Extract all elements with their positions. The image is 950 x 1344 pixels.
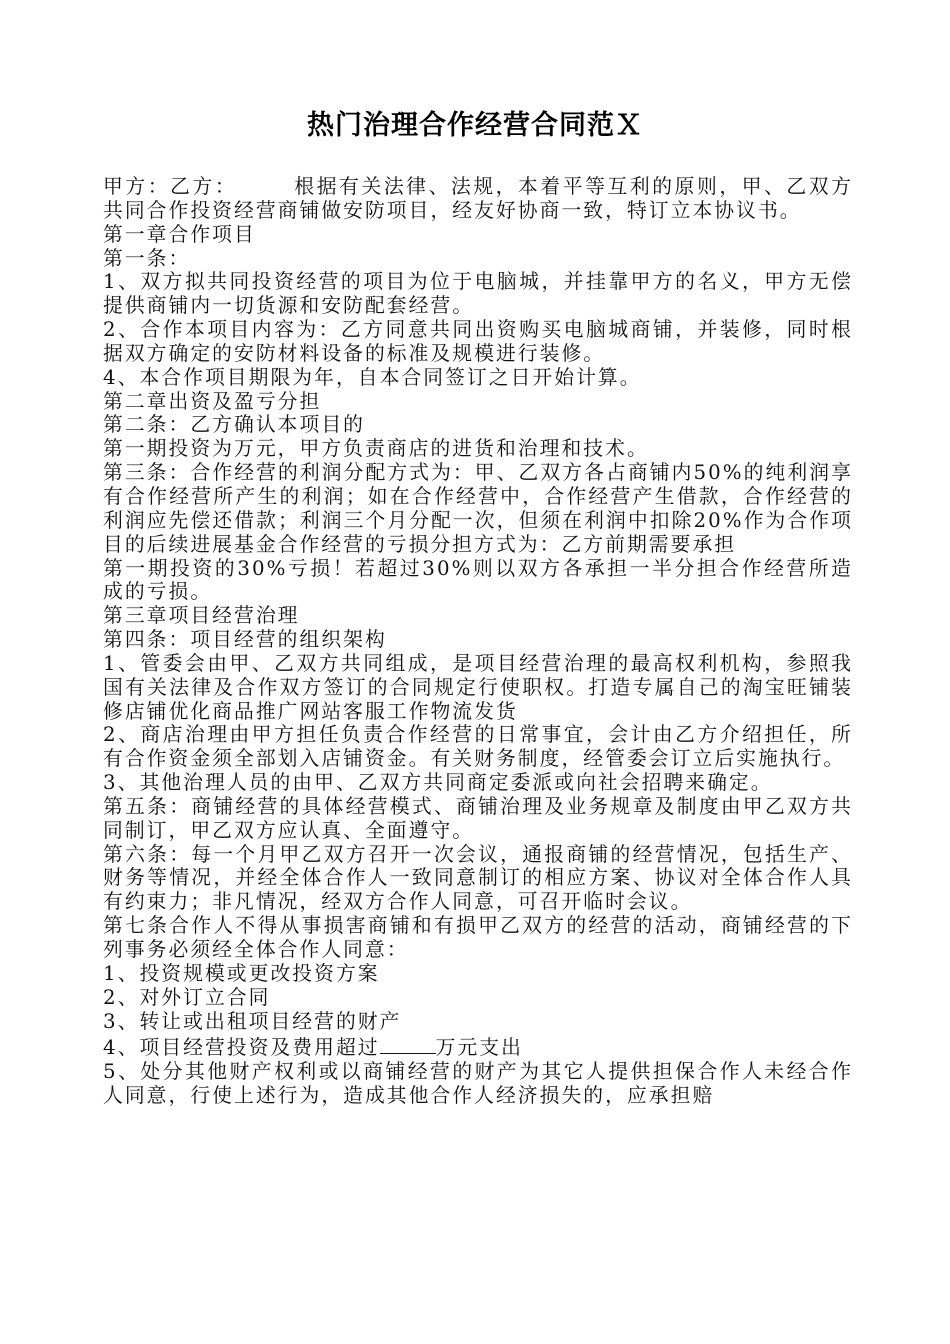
- article-7: 第七条合作人不得从事损害商铺和有损甲乙双方的经营的活动，商铺经营的下列事务必须经全体合作人同意：: [103, 914, 853, 961]
- article-1-heading: 第一条：: [103, 246, 191, 270]
- paragraph-preamble: 甲方：乙方： 根据有关法律、法规，本着平等互利的原则，甲、乙双方共同合作投资经营商铺做安防项目，经友好协商一致，特订立本协议书。: [103, 175, 853, 222]
- page-title: 热门治理合作经营合同范Ｘ: [307, 110, 643, 141]
- list-item-with-blank: [103, 1033, 853, 1060]
- paragraph: 第一期投资的30%亏损！若超过30%则以双方各承担一半分担合作经营所造成的亏损。: [103, 556, 853, 604]
- article-4-heading: 第四条：项目经营的组织架构: [103, 628, 387, 652]
- chapter-1-heading: 第一章合作项目: [103, 222, 256, 246]
- article-2: 第二条：乙方确认本项目的: [103, 413, 365, 437]
- chapter-3-heading: 第三章项目经营治理: [103, 604, 300, 628]
- article-3: 第三条：合作经营的利润分配方式为：甲、乙双方各占商铺内50%的纯利润享有合作经营所产生的利润；如在合作经营中，合作经营产生借款，合作经营的利润应先偿还借款；利润三个月分配一次，但须在利润中扣除20%作为合作项目的后续进展基金合作经营的亏损分担方式为：乙方前期需要承担: [103, 461, 853, 556]
- article-6: 第六条：每一个月甲乙双方召开一次会议，通报商铺的经营情况，包括生产、财务等情况，并经全体合作人一致同意制订的相应方案、协议对全体合作人具有约束力；非凡情况，经双方合作人同意，可召开临时会议。: [103, 842, 853, 914]
- list-item: 3、其他治理人员的由甲、乙双方共同商定委派或向社会招聘来确定。: [103, 771, 773, 795]
- list-item: 1、双方拟共同投资经营的项目为位于电脑城，并挂靠甲方的名义，甲方无偿提供商铺内一切货源和安防配套经营。: [103, 270, 853, 318]
- list-item: 1、投资规模或更改投资方案: [103, 961, 380, 985]
- list-item: 2、商店治理由甲方担任负责合作经营的日常事宜，会计由乙方介绍担任，所有合作资金须全部划入店铺资金。有关财务制度，经管委会订立后实施执行。: [103, 723, 853, 771]
- document-body: [103, 175, 853, 1108]
- list-item-text: 万元支出: [435, 1036, 523, 1060]
- chapter-2-heading: 第二章出资及盈亏分担: [103, 389, 322, 413]
- list-item: 1、管委会由甲、乙双方共同组成，是项目经营治理的最高权利机构，参照我国有关法律及合作双方签订的合同规定行使职权。打造专属自己的淘宝旺铺装修店铺优化商品推广网站客服工作物流发货: [103, 651, 853, 723]
- list-item: 5、处分其他财产权利或以商铺经营的财产为其它人提供担保合作人未经合作人同意，行使上述行为，造成其他合作人经济损失的，应承担赔: [103, 1060, 853, 1107]
- list-item: 4、本合作项目期限为年，自本合同签订之日开始计算。: [103, 365, 642, 389]
- article-5: 第五条：商铺经营的具体经营模式、商铺治理及业务规章及制度由甲乙双方共同制订，甲乙双方应认真、全面遵守。: [103, 794, 853, 842]
- list-item: 3、转让或出租项目经营的财产: [103, 1009, 402, 1033]
- list-item: 2、对外订立合同: [103, 985, 271, 1009]
- list-item: 2、合作本项目内容为：乙方同意共同出资购买电脑城商铺，并装修，同时根据双方确定的安防材料设备的标准及规模进行装修。: [103, 318, 853, 365]
- paragraph: 第一期投资为万元，甲方负责商店的进货和治理和技术。: [103, 437, 649, 461]
- list-item-text: 4、项目经营投资及费用超过: [103, 1036, 380, 1060]
- fill-in-blank: [380, 1033, 436, 1054]
